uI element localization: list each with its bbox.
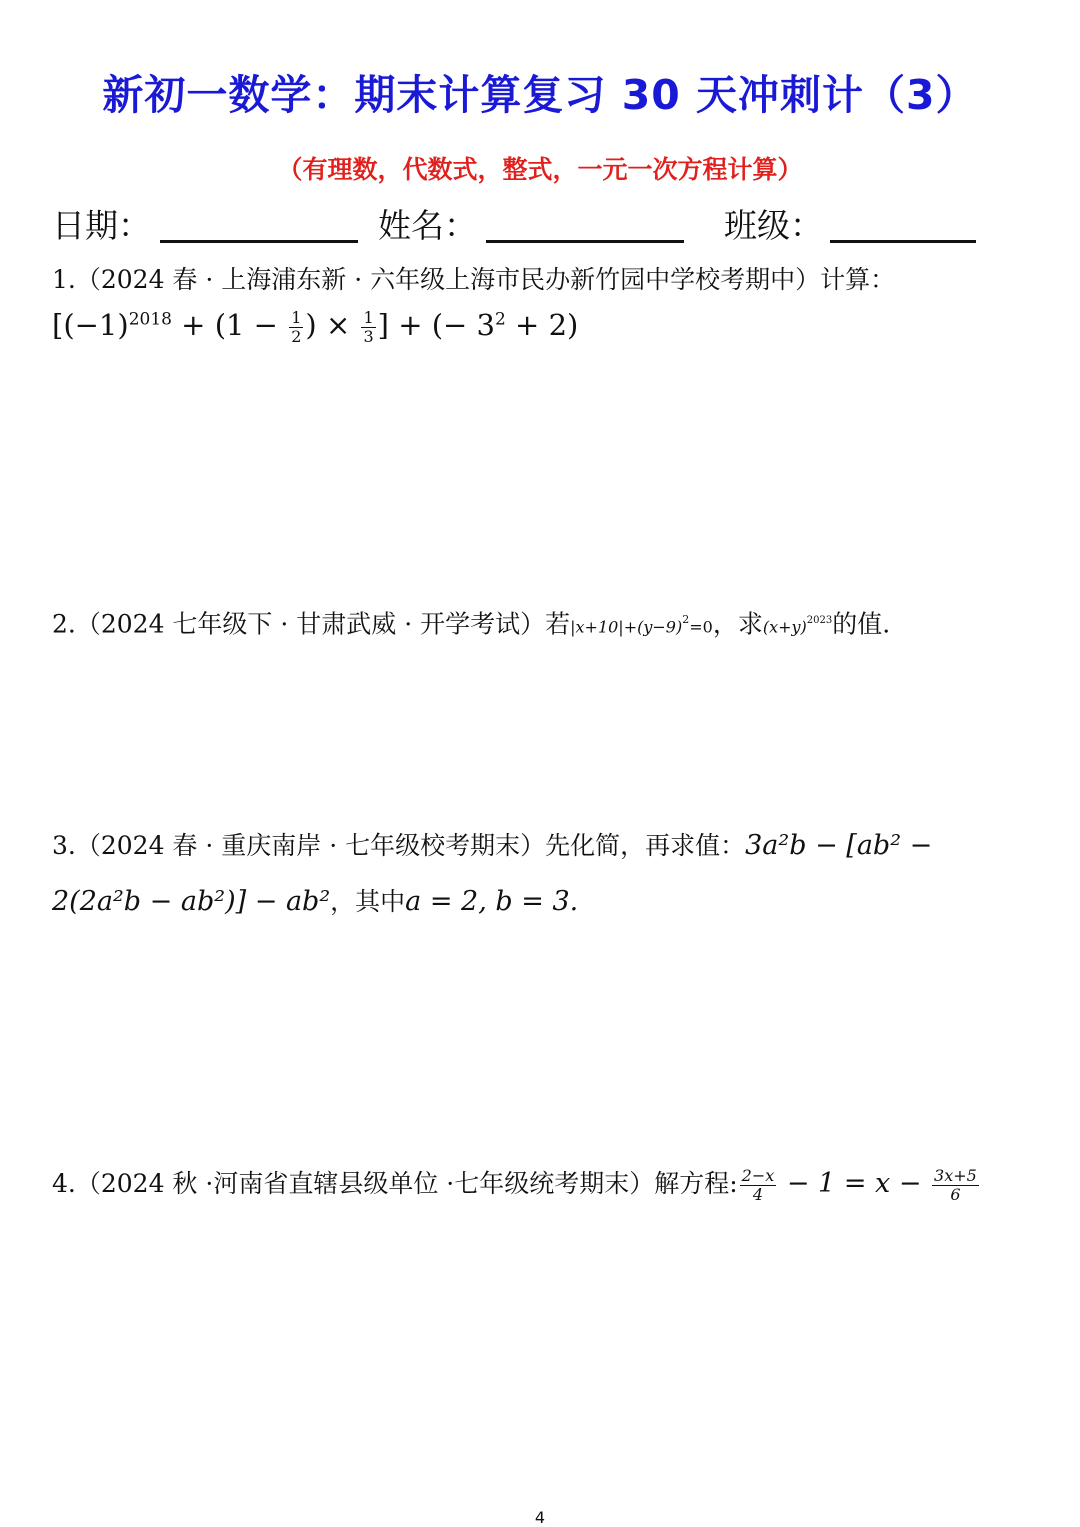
class-blank[interactable] [830, 240, 976, 243]
expression-line-1: 3a²b − [ab² − [745, 830, 933, 861]
fraction-numerator: 1 [291, 307, 302, 327]
fraction-numerator: 1 [363, 307, 374, 327]
condition-exponent: 2 [682, 613, 690, 626]
page-number: 4 [534, 1508, 546, 1527]
student-info-row [52, 200, 1032, 250]
fraction [932, 1167, 979, 1204]
question-1 [52, 252, 1042, 308]
condition-values: a = 2, b = 3. [405, 886, 579, 917]
page-title: 新初一数学：期末计算复习 30 天冲刺计（3） [102, 71, 978, 119]
question-source: （2024 春 · 重庆南岸 · 七年级校考期末）先化简，再求值： [75, 831, 746, 860]
question-4 [52, 1156, 1042, 1212]
formula-exponent: 2 [495, 309, 506, 330]
fraction-denominator: 6 [950, 1185, 961, 1204]
question-3-line-2 [52, 874, 1042, 930]
formula-part: ] + (− 3 [377, 308, 495, 342]
condition-math: |x+10|+(y−9) [570, 617, 683, 637]
question-number: 3. [52, 831, 76, 860]
expression-line-2: 2(2a²b − ab²)] − ab² [52, 886, 331, 917]
condition-text: ，其中 [330, 887, 406, 916]
question-source: （2024 秋 ·河南省直辖县级单位 ·七年级统考期末）解方程: [75, 1169, 738, 1198]
question-number: 2. [52, 609, 76, 639]
fraction-numerator: 2−x [741, 1166, 775, 1185]
date-blank[interactable] [160, 240, 358, 243]
question-source: （2024 春 · 上海浦东新 · 六年级上海市民办新竹园中学校考期中）计算： [75, 265, 896, 294]
question-source: （2024 七年级下 · 甘肃武威 · 开学考试）若 [75, 609, 571, 639]
name-label: 姓名： [378, 206, 477, 245]
name-blank[interactable] [486, 240, 684, 243]
question-end: 的值. [832, 609, 891, 639]
fraction [289, 309, 303, 346]
question-2 [52, 592, 1042, 655]
question-1-formula [52, 308, 578, 346]
equation-middle: − 1 = x − [778, 1168, 931, 1199]
expression-math: (x+y) [762, 617, 807, 637]
question-number: 1. [52, 265, 76, 294]
fraction-denominator: 4 [752, 1185, 764, 1204]
fraction-denominator: 3 [363, 326, 374, 346]
fraction-numerator: 3x+5 [934, 1166, 977, 1185]
ask-text: ，求 [712, 609, 763, 639]
fraction [361, 309, 375, 346]
formula-part: + (1 − [171, 308, 288, 342]
question-3 [52, 818, 1042, 874]
question-number: 4. [52, 1169, 76, 1198]
class-label: 班级： [724, 206, 823, 245]
date-label: 日期： [52, 206, 151, 245]
formula-exponent: 2018 [128, 309, 172, 330]
fraction-denominator: 2 [291, 326, 302, 346]
formula-part: ) × [305, 308, 360, 342]
fraction [740, 1167, 777, 1204]
expression-exponent: 2023 [806, 615, 833, 626]
page-subtitle: （有理数，代数式，整式，一元一次方程计算） [277, 155, 803, 184]
condition-end: =0 [689, 617, 713, 637]
formula-part: [(−1) [52, 308, 129, 342]
formula-part: + 2) [505, 308, 579, 342]
